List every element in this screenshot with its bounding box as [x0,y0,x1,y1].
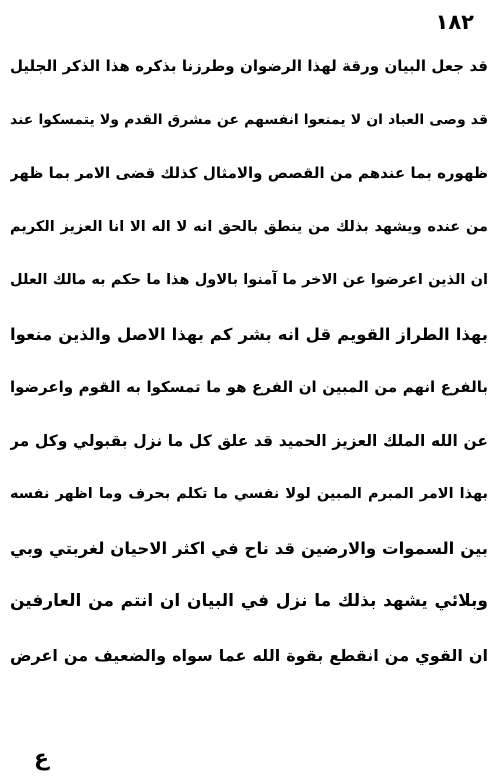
text-line-7: بالفرع انهم من المبين ان الفرع هو ما تمسكوا به القوم واعرضوا [10,378,488,396]
text-line-3: ظهوره بما عندهم من القصص والامثال كذلك قضى الامر بما ظهر [10,164,488,182]
text-line-4: من عنده ويشهد بذلك من ينطق بالحق انه لا اله الا انا العزيز الكريم [10,218,488,235]
text-line-6: بهذا الطراز القويم قل انه بشر كم بهذا الاصل والذين منعوا [10,324,488,344]
text-line-5: ان الذين اعرضوا عن الاخر ما آمنوا بالاول هذا ما حكم به مالك العلل [10,272,488,288]
text-line-12: ان القوي من انقطع بقوة الله عما سواه والضعيف من اعرض [10,645,488,665]
text-line-9: بهذا الامر المبرم المبين لولا نفسي ما تكلم بحرف وما اظهر نفسه [10,486,488,502]
page-number: ١٨٢ [435,10,474,34]
text-line-1: قد جعل البيان ورقة لهذا الرضوان وطرزنا بذكره هذا الذكر الجليل [10,57,488,75]
text-block [10,40,488,682]
text-line-11: وبلائي يشهد بذلك ما نزل في البيان ان انتم من العارفين [10,591,488,611]
text-line-10: بين السموات والارضين قد ناح في اكثر الاحيان لغربتي وبي [10,538,488,558]
text-line-8: عن الله الملك العزيز الحميد قد علق كل ما نزل بقبولي وكل مر [10,431,488,450]
text-line-2: قد وصى العباد ان لا يمنعوا انفسهم عن مشرق القدم ولا يتمسكوا عند [10,111,488,128]
catchword: ع [34,746,50,771]
